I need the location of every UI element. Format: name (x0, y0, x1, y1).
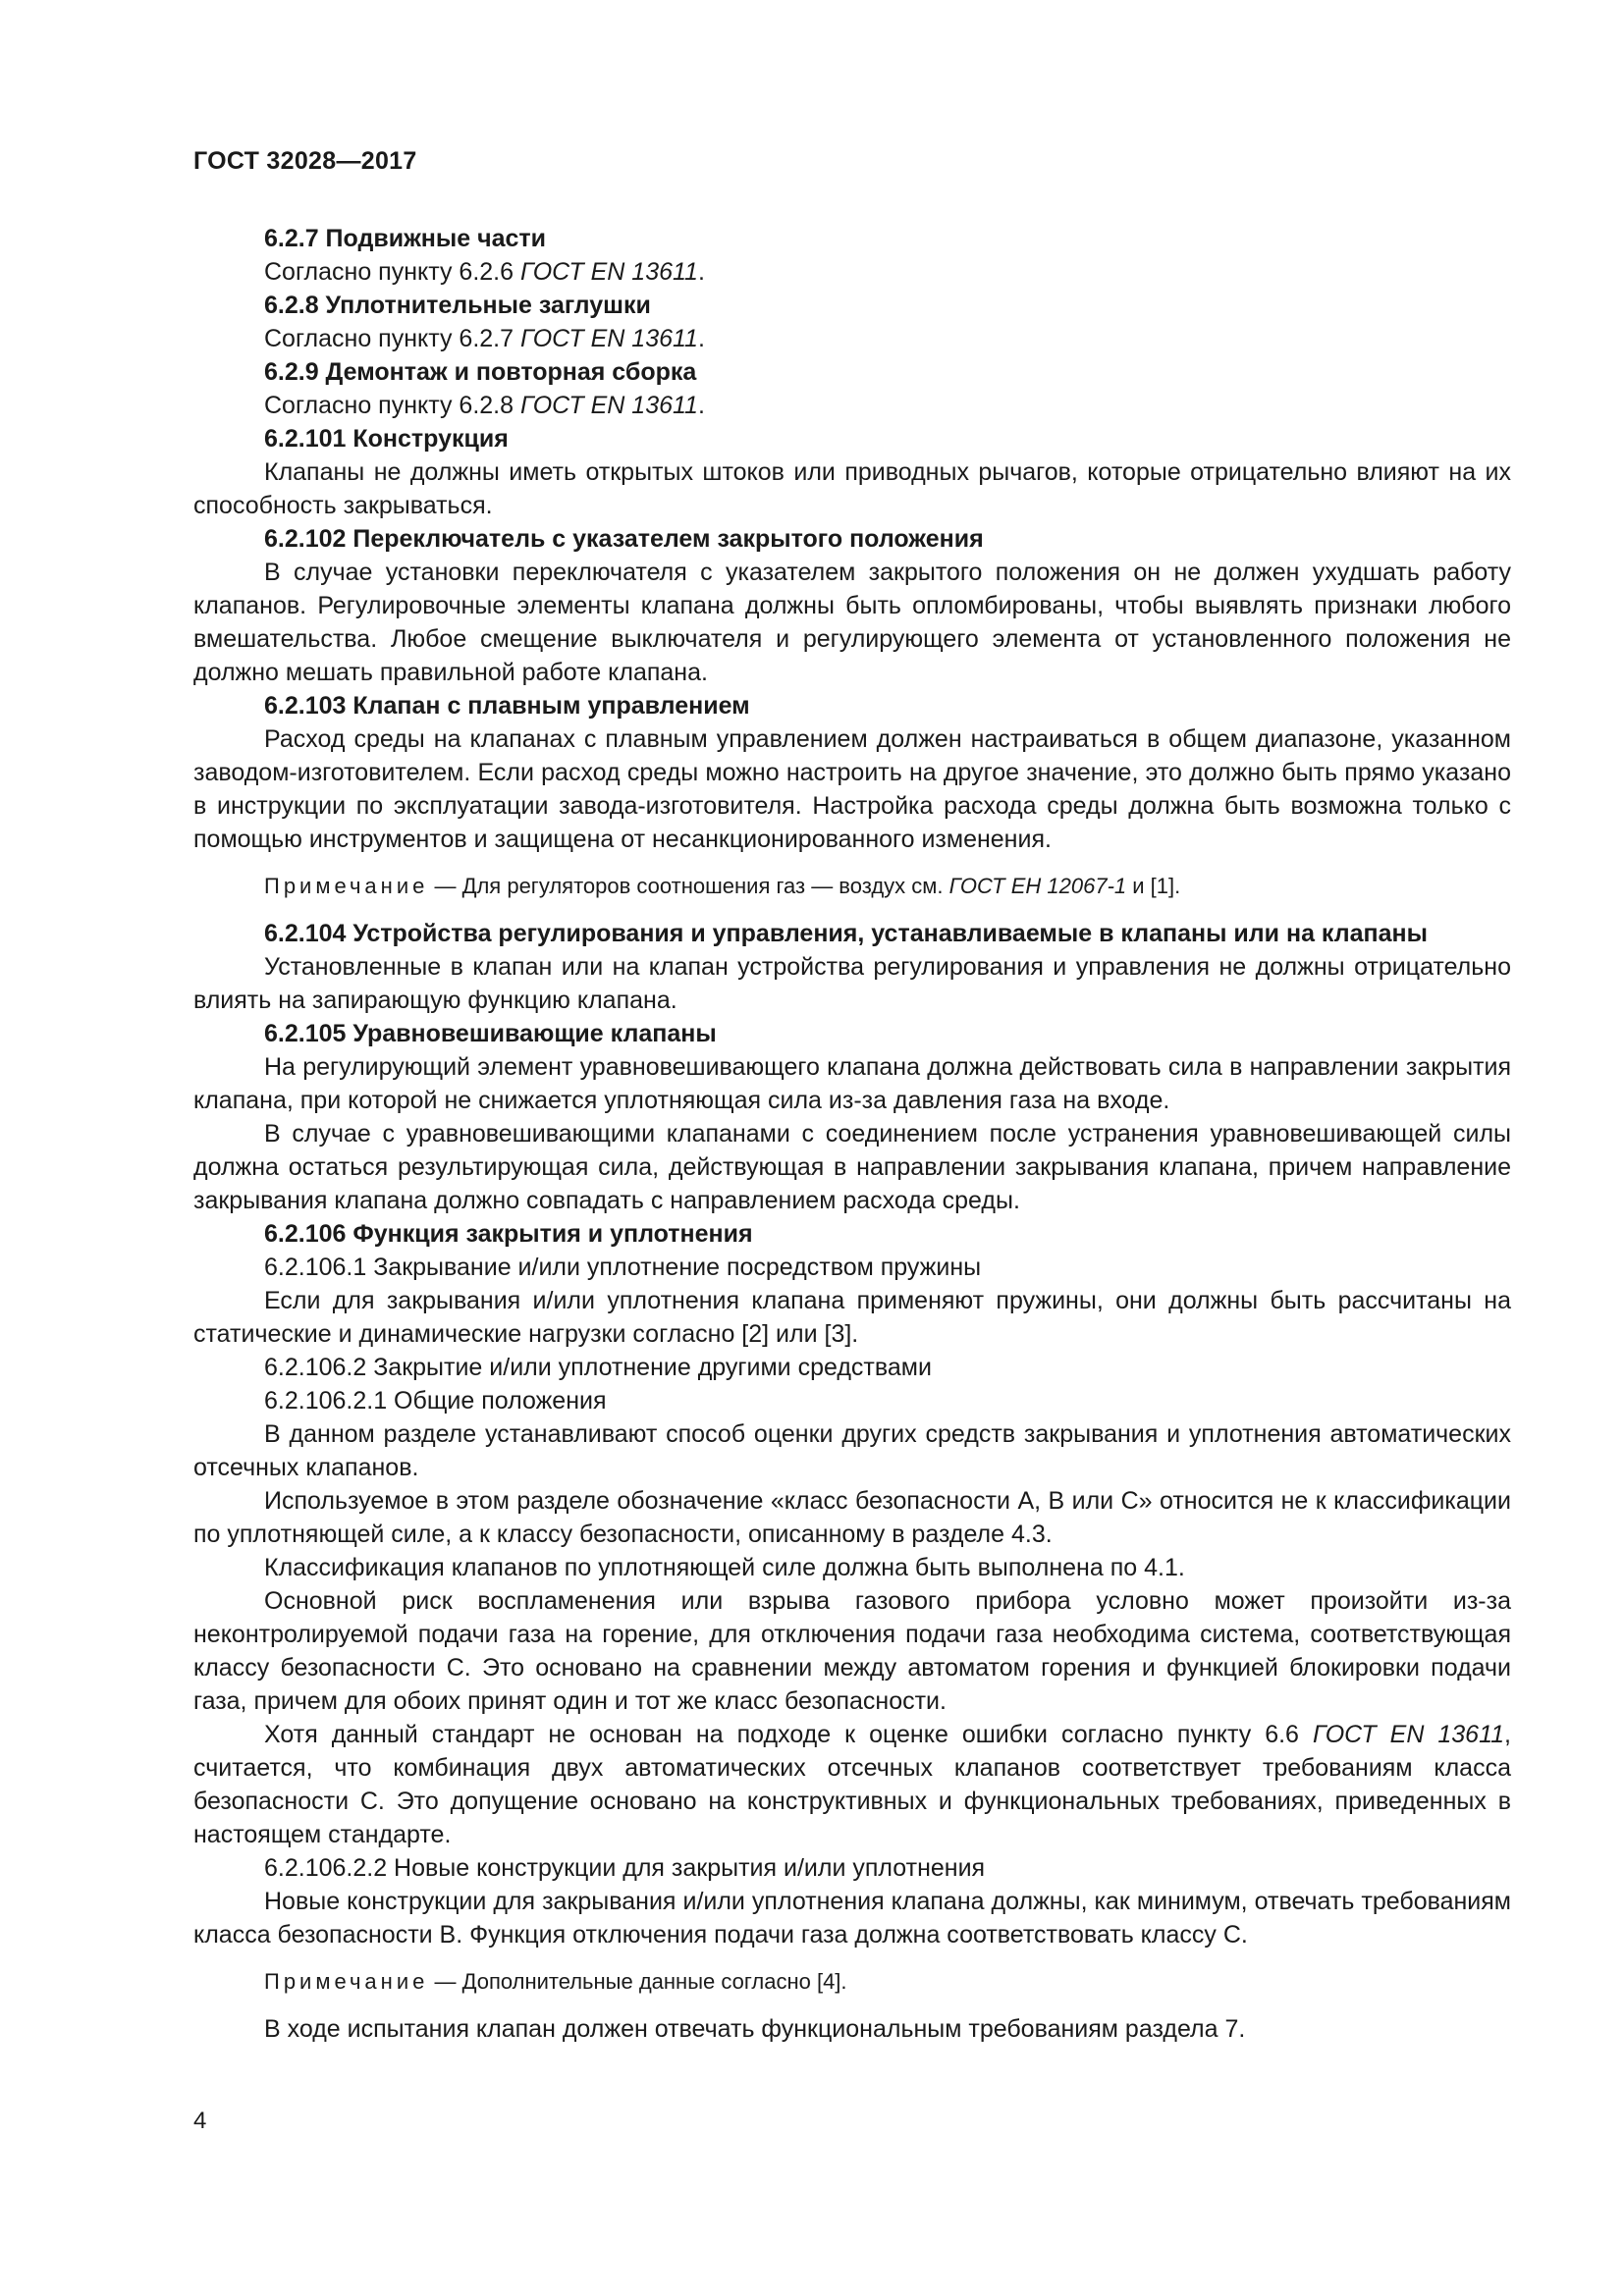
heading-6-2-8: 6.2.8 Уплотнительные заглушки (264, 292, 651, 319)
note-label: Примечание (264, 1969, 429, 1994)
document-header: ГОСТ 32028—2017 (193, 147, 417, 175)
paragraph-6-2-7: Согласно пункту 6.2.6 ГОСТ EN 13611. (264, 258, 705, 286)
heading-6-2-106: 6.2.106 Функция закрытия и уплотнения (264, 1220, 753, 1248)
document-body (193, 222, 1511, 2046)
paragraph-6-2-102: В случае установки переключателя с указателем закрытого положения он не должен ухудшать работу клапанов. Регулировочные элементы клапана должны быть опломбированы, чтобы выявлять признаки любого вмешательства. Любое смещение выключателя и регулирующего элемента от установленного положения не должно мешать правильной работе клапана. (193, 559, 1511, 686)
heading-6-2-105: 6.2.105 Уравновешивающие клапаны (264, 1020, 717, 1047)
page-number: 4 (193, 2108, 207, 2134)
standard-reference: ГОСТ EN 13611 (519, 258, 698, 286)
note-2: Примечание — Дополнительные данные согласно [4]. (264, 1969, 847, 1994)
standard-reference: ГОСТ EN 13611 (519, 392, 698, 419)
subheading-6-2-106-2-1: 6.2.106.2.1 Общие положения (264, 1387, 607, 1415)
paragraph-6-2-106-1: Если для закрывания и/или уплотнения клапана применяют пружины, они должны быть рассчитаны на статические и динамические нагрузки согласно [2] или [3]. (193, 1287, 1511, 1348)
note-1: Примечание — Для регуляторов соотношения газ — воздух см. ГОСТ ЕН 12067-1 и [1]. (264, 874, 1181, 898)
subheading-6-2-106-2: 6.2.106.2 Закрытие и/или уплотнение другими средствами (264, 1354, 932, 1381)
heading-6-2-104: 6.2.104 Устройства регулирования и управления, устанавливаемые в клапаны или на клапаны (264, 920, 1428, 947)
paragraph-6-2-106-2-1-a: В данном разделе устанавливают способ оценки других средств закрывания и уплотнения автоматических отсечных клапанов. (193, 1420, 1511, 1481)
heading-6-2-102: 6.2.102 Переключатель с указателем закрытого положения (264, 525, 984, 553)
standard-reference: ГОСТ EN 13611 (519, 325, 698, 352)
paragraph-6-2-106-2-1-d: Основной риск воспламенения или взрыва газового прибора условно может произойти из-за неконтролируемой подачи газа на горение, для отключения подачи газа необходима система, соответствующая классу безопасности С. Это основано на сравнении между автоматом горения и функцией блокировки подачи газа, причем для обоих принят один и тот же класс безопасности. (193, 1587, 1511, 1715)
subheading-6-2-106-2-2: 6.2.106.2.2 Новые конструкции для закрытия и/или уплотнения (264, 1854, 986, 1882)
paragraph-6-2-101: Клапаны не должны иметь открытых штоков или приводных рычагов, которые отрицательно влияют на их способность закрываться. (193, 458, 1511, 519)
heading-6-2-101: 6.2.101 Конструкция (264, 425, 509, 453)
heading-6-2-103: 6.2.103 Клапан с плавным управлением (264, 692, 750, 720)
paragraph-6-2-106-2-1-b: Используемое в этом разделе обозначение «класс безопасности А, В или С» относится не к классификации по уплотняющей силе, а к классу безопасности, описанному в разделе 4.3. (193, 1487, 1511, 1548)
paragraph-6-2-104: Установленные в клапан или на клапан устройства регулирования и управления не должны отрицательно влиять на запирающую функцию клапана. (193, 953, 1511, 1014)
paragraph-6-2-9: Согласно пункту 6.2.8 ГОСТ EN 13611. (264, 392, 705, 419)
paragraph-6-2-106-2-2: Новые конструкции для закрывания и/или уплотнения клапана должны, как минимум, отвечать требованиям класса безопасности В. Функция отключения подачи газа должна соответствовать классу С. (193, 1888, 1511, 1949)
paragraph-6-2-105-b: В случае с уравновешивающими клапанами с соединением после устранения уравновешивающей силы должна остаться результирующая сила, действующая в направлении закрывания клапана, причем направление закрывания клапана должно совпадать с направлением расхода среды. (193, 1120, 1511, 1214)
paragraph-6-2-106-2-1-e: Хотя данный стандарт не основан на подходе к оценке ошибки согласно пункту 6.6 ГОСТ EN 13611, считается, что комбинация двух автоматических отсечных клапанов соответствует требованиям класса безопасности С. Это допущение основано на конструктивных и функциональных требованиях, приведенных в настоящем стандарте. (193, 1721, 1511, 1848)
paragraph-final: В ходе испытания клапан должен отвечать функциональным требованиям раздела 7. (264, 2015, 1246, 2043)
paragraph-6-2-103: Расход среды на клапанах с плавным управлением должен настраиваться в общем диапазоне, указанном заводом-изготовителем. Если расход среды можно настроить на другое значение, это должно быть прямо указано в инструкции по эксплуатации завода-изготовителя. Настройка расхода среды должна быть возможна только с помощью инструментов и защищена от несанкционированного изменения. (193, 725, 1511, 853)
standard-reference: ГОСТ EN 13611 (1312, 1721, 1505, 1748)
heading-6-2-9: 6.2.9 Демонтаж и повторная сборка (264, 358, 697, 386)
paragraph-6-2-8: Согласно пункту 6.2.7 ГОСТ EN 13611. (264, 325, 705, 352)
note-label: Примечание (264, 874, 429, 898)
paragraph-6-2-105-a: На регулирующий элемент уравновешивающего клапана должна действовать сила в направлении закрытия клапана, при которой не снижается уплотняющая сила из-за давления газа на входе. (193, 1053, 1511, 1114)
paragraph-6-2-106-2-1-c: Классификация клапанов по уплотняющей силе должна быть выполнена по 4.1. (264, 1554, 1185, 1581)
subheading-6-2-106-1: 6.2.106.1 Закрывание и/или уплотнение посредством пружины (264, 1254, 982, 1281)
heading-6-2-7: 6.2.7 Подвижные части (264, 225, 547, 252)
standard-reference: ГОСТ ЕН 12067-1 (948, 874, 1127, 898)
